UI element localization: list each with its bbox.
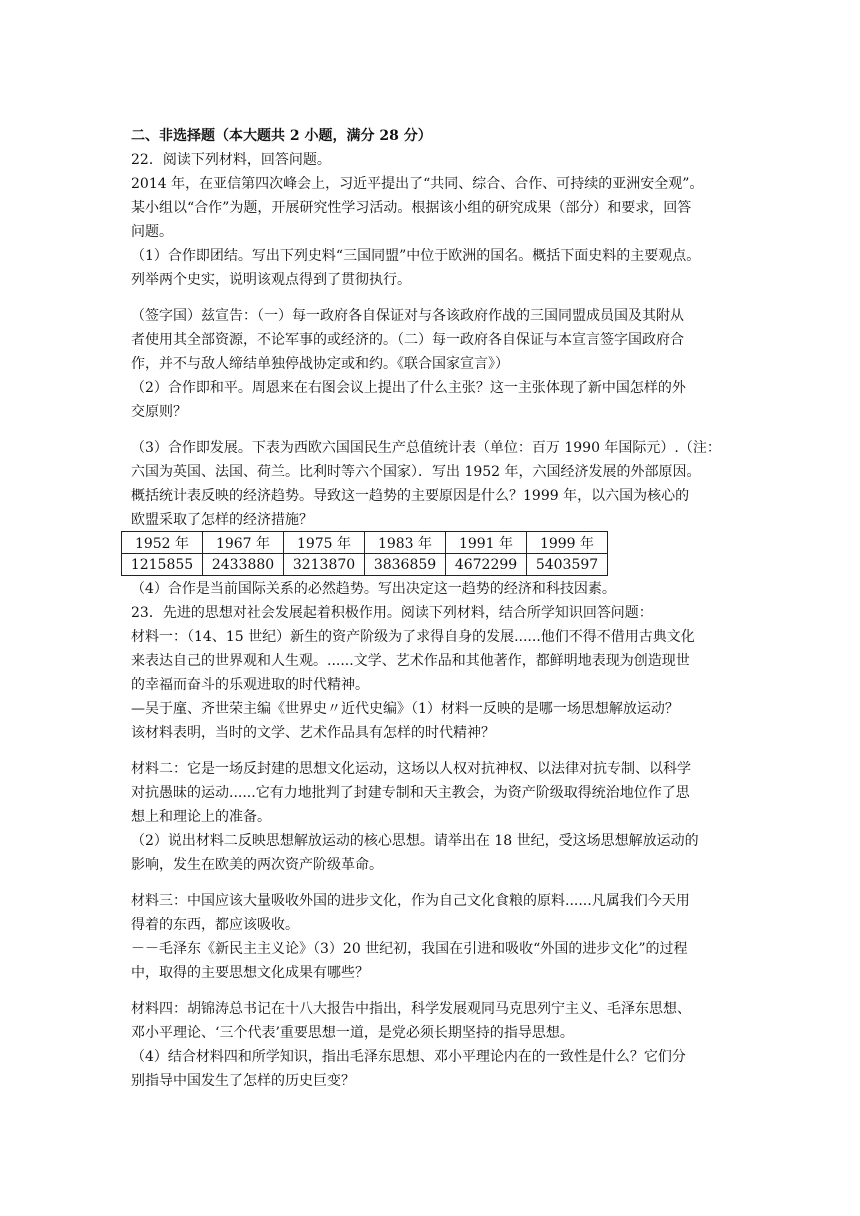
q22-source-line: 者使用其全部资源，不论军事的或经济的。（二）每一政府各自保证与本宣言签字国政府合: [131, 332, 684, 348]
q23-material4-line: 邓小平理论、‘三个代表’重要思想一道，是党必须长期坚持的指导思想。: [131, 1025, 574, 1041]
q23-material3-line: 中，取得的主要思想文化成果有哪些？: [131, 965, 369, 981]
q22-stem: 22．阅读下列材料，回答问题。: [131, 152, 331, 168]
table-cell-value: 5403597: [527, 554, 608, 576]
gdp-table: [121, 531, 608, 576]
q22-part2-line: （2）合作即和平。周恩来在右图会议上提出了什么主张？这一主张体现了新中国怎样的外: [131, 380, 686, 396]
q22-intro-line: 问题。: [131, 224, 173, 240]
q22-part3-line: （3）合作即发展。下表为西欧六国国民生产总值统计表（单位：百万 1990 年国际元）.（注：: [131, 440, 721, 456]
section-heading: 二、非选择题（本大题共 2 小题，满分 28 分）: [131, 128, 432, 144]
table-cell-value: 4672299: [446, 554, 527, 576]
q23-material1-line: 来表达自己的世界观和人生观。......文学、艺术作品和其他著作，都鲜明地表现为创造现世: [131, 653, 690, 669]
q22-intro-line: 2014 年，在亚信第四次峰会上，习近平提出了“共同、综合、合作、可持续的亚洲安全观”。: [131, 176, 704, 192]
table-cell-year: 1983 年: [365, 532, 446, 554]
table-cell-year: 1952 年: [122, 532, 203, 554]
q22-part3-line: 欧盟采取了怎样的经济措施？: [131, 512, 313, 528]
table-row-years: [122, 532, 608, 554]
table-cell-value: 3213870: [284, 554, 365, 576]
q22-source-line: 作，并不与敌人缔结单独停战协定或和约。《联合国家宣言》）: [131, 356, 509, 372]
q23-material3-line: 得着的东西，都应该吸收。: [131, 917, 299, 933]
table-cell-value: 2433880: [203, 554, 284, 576]
q22-intro-line: 某小组以“合作”为题，开展研究性学习活动。根据该小组的研究成果（部分）和要求，回答: [131, 200, 692, 216]
q23-material4-line: 别指导中国发生了怎样的历史巨变？: [131, 1073, 355, 1089]
q23-material2-line: 对抗愚昧的运动......它有力地批判了封建专制和天主教会，为资产阶级取得统治地位作了思: [131, 785, 690, 801]
q23-material3-line: －－毛泽东《新民主主义论》（3）20 世纪初，我国在引进和吸收“外国的进步文化”的过程: [131, 941, 688, 957]
q23-material2-line: （2）说出材料二反映思想解放运动的核心思想。请举出在 18 世纪，受这场思想解放运动的: [131, 833, 699, 849]
table-cell-value: 3836859: [365, 554, 446, 576]
q23-material1-line: 该材料表明，当时的文学、艺术作品具有怎样的时代精神？: [131, 725, 495, 741]
q23-material4-line: 材料四：胡锦涛总书记在十八大报告中指出，科学发展观同马克思列宁主义、毛泽东思想、: [131, 1001, 691, 1017]
q22-part2-line: 交原则？: [131, 404, 187, 420]
q22-source-line: （签字国）兹宣告：（一）每一政府各自保证对与各该政府作战的三国同盟成员国及其附从: [131, 308, 684, 324]
table-cell-year: 1975 年: [284, 532, 365, 554]
table-cell-year: 1991 年: [446, 532, 527, 554]
q23-material1-line: 材料一：（14、15 世纪）新生的资产阶级为了求得自身的发展......他们不得不借用古典文化: [131, 629, 695, 645]
q22-part4: （4）合作是当前国际关系的必然趋势。写出决定这一趋势的经济和科技因素。: [131, 581, 616, 597]
q22-part1-line: （1）合作即团结。写出下列史料“三国同盟”中位于欧洲的国名。概括下面史料的主要观点。: [131, 248, 701, 264]
table-row-values: [122, 554, 608, 576]
q23-material2-line: 影响，发生在欧美的两次资产阶级革命。: [131, 857, 383, 873]
q23-material1-line: —吴于廑、齐世荣主编《世界史〃近代史编》（1）材料一反映的是哪一场思想解放运动？: [131, 701, 679, 717]
q23-stem: 23．先进的思想对社会发展起着积极作用。阅读下列材料，结合所学知识回答问题：: [131, 605, 653, 621]
q23-material2-line: 材料二：它是一场反封建的思想文化运动，这场以人权对抗神权、以法律对抗专制、以科学: [131, 761, 691, 777]
table-cell-value: 1215855: [122, 554, 203, 576]
q22-part3-line: 概括统计表反映的经济趋势。导致这一趋势的主要原因是什么？1999 年，以六国为核心的: [131, 488, 690, 504]
q23-material4-line: （4）结合材料四和所学知识，指出毛泽东思想、邓小平理论内在的一致性是什么？它们分: [131, 1049, 686, 1065]
q23-material3-line: 材料三：中国应该大量吸收外国的进步文化，作为自己文化食粮的原料......凡属我们今天用: [131, 893, 690, 909]
table-cell-year: 1967 年: [203, 532, 284, 554]
q23-material2-line: 想上和理论上的准备。: [131, 809, 271, 825]
q23-material1-line: 的幸福而奋斗的乐观进取的时代精神。: [131, 677, 369, 693]
q22-part3-line: 六国为英国、法国、荷兰。比利时等六个国家）．写出 1952 年，六国经济发展的外部原因。: [131, 464, 701, 480]
q22-part1-line: 列举两个史实，说明该观点得到了贯彻执行。: [131, 272, 411, 288]
table-cell-year: 1999 年: [527, 532, 608, 554]
